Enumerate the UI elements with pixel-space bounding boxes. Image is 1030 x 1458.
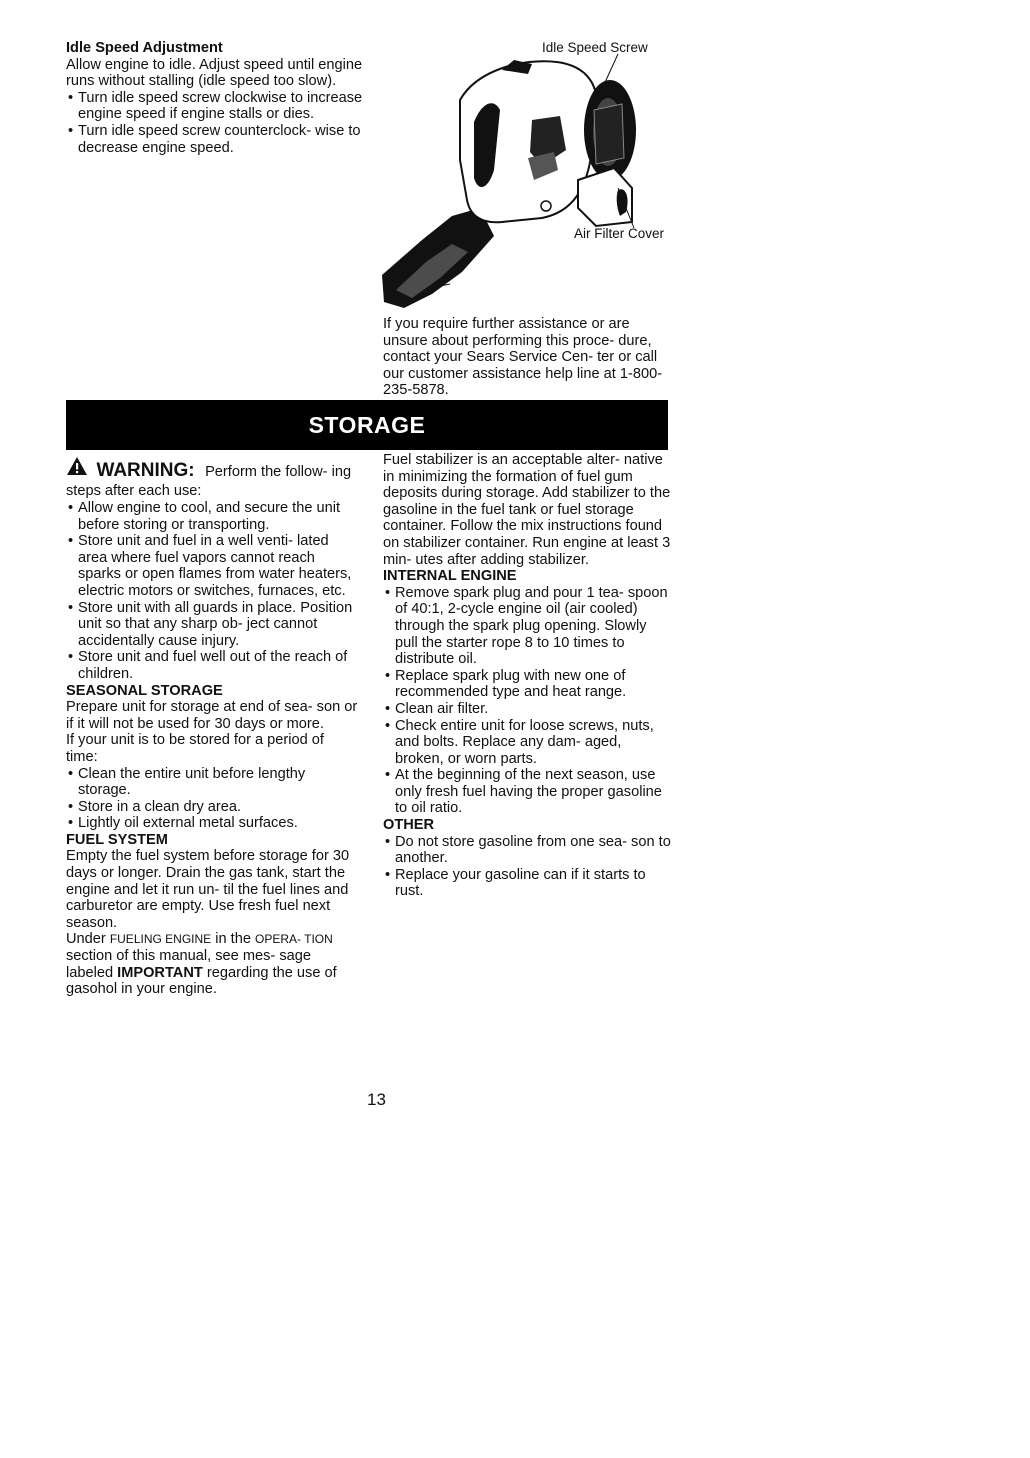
warning-bullet: • Store unit with all guards in place. Position unit so that any sharp ob- ject cannot accidentally cause injury. — [66, 600, 358, 650]
warning-bullets — [66, 500, 358, 683]
fuel-under-d: regarding the use of gasohol in your engine. — [66, 964, 337, 998]
internal-engine-heading: INTERNAL ENGINE — [383, 568, 517, 585]
internal-bullet: • At the beginning of the next season, use only fresh fuel having the proper gasoline to oil ratio. — [383, 767, 673, 817]
idle-bullet-counterclockwise: • Turn idle speed screw counterclock- wise to decrease engine speed. — [66, 123, 366, 156]
storage-left-column — [66, 456, 358, 998]
important-label: IMPORTANT — [117, 964, 203, 981]
fuel-under-c: section of this manual, see mes- sage labeled — [66, 948, 311, 981]
warning-triangle-icon — [66, 456, 88, 476]
air-filter-cover-label: Air Filter Cover — [574, 226, 665, 241]
seasonal-bullets — [66, 766, 358, 832]
internal-bullet: • Check entire unit for loose screws, nuts, and bolts. Replace any dam- aged, broken, or worn parts. — [383, 718, 673, 768]
internal-bullet: • Replace spark plug with new one of recommended type and heat range. — [383, 668, 673, 701]
fuel-under-para — [66, 931, 358, 997]
seasonal-para-2: If your unit is to be stored for a period of time: — [66, 732, 324, 765]
page-number: 13 — [367, 1090, 386, 1109]
stabilizer-para: Fuel stabilizer is an acceptable alter- native in minimizing the formation of fuel gum deposits during storage. Add stabilizer to the gasoline in the fuel tank or fuel storage container. Follow the mix instructions found on stabilizer container. Run engine at least 3 min- utes after adding stabilizer. — [383, 452, 671, 568]
warning-line — [66, 456, 358, 500]
other-bullets — [383, 834, 673, 900]
storage-right-column — [383, 452, 673, 900]
idle-speed-intro: Allow engine to idle. Adjust speed until engine runs without stalling (idle speed too slow). — [66, 56, 363, 90]
warning-text: Perform the follow- ing steps after each use: — [66, 464, 352, 499]
idle-speed-heading: Idle Speed Adjustment — [66, 40, 223, 56]
warning-bullet: • Store unit and fuel in a well venti- lated area where fuel vapors cannot reach sparks or open flames from water heaters, electric motors or switches, furnaces, etc. — [66, 533, 358, 599]
other-bullet: • Replace your gasoline can if it starts to rust. — [383, 867, 673, 900]
seasonal-bullet: • Store in a clean dry area. — [66, 799, 358, 816]
assistance-paragraph: If you require further assistance or are unsure about performing this proce- dure, contact your Sears Service Cen- ter or call our customer assistance help line at 1-800-235-5878. — [383, 316, 663, 399]
idle-speed-bullets — [66, 90, 366, 156]
fuel-under-b: in the — [215, 931, 251, 948]
internal-engine-bullets — [383, 585, 673, 817]
fuel-system-para: Empty the fuel system before storage for 30 days or longer. Drain the gas tank, start the engine and let it run un- til the fuel lines and carburetor are empty. Use fresh fuel next season. — [66, 848, 350, 931]
seasonal-bullet: • Clean the entire unit before lengthy storage. — [66, 766, 358, 799]
internal-bullet: • Clean air filter. — [383, 701, 673, 718]
other-heading: OTHER — [383, 817, 435, 834]
storage-banner: STORAGE — [66, 400, 668, 450]
fuel-system-heading: FUEL SYSTEM — [66, 831, 168, 848]
engine-illustration — [382, 40, 672, 310]
warning-label: WARNING: — [96, 460, 195, 481]
seasonal-para-1: Prepare unit for storage at end of sea- son or if it will not be used for 30 days or more. — [66, 699, 358, 732]
other-bullet: • Do not store gasoline from one sea- son to another. — [383, 834, 673, 867]
warning-bullet: • Store unit and fuel well out of the reach of children. — [66, 649, 358, 682]
operation-ref: OPERA- TION — [255, 932, 333, 947]
idle-bullet-clockwise: • Turn idle speed screw clockwise to increase engine speed if engine stalls or dies. — [66, 90, 366, 123]
seasonal-bullet: • Lightly oil external metal surfaces. — [66, 815, 358, 832]
idle-speed-screw-label: Idle Speed Screw — [542, 40, 648, 55]
internal-bullet: • Remove spark plug and pour 1 tea- spoon of 40:1, 2-cycle engine oil (air cooled) through the spark plug opening. Slowly pull the starter rope 8 to 10 times to distribute oil. — [383, 585, 673, 668]
warning-bullet: • Allow engine to cool, and secure the unit before storing or transporting. — [66, 500, 358, 533]
idle-speed-section — [66, 40, 366, 156]
fuel-under-a: Under — [66, 931, 106, 948]
seasonal-storage-heading: SEASONAL STORAGE — [66, 682, 223, 699]
trimmer-engine-drawing — [382, 40, 672, 310]
fueling-engine-ref: FUELING ENGINE — [109, 932, 212, 947]
